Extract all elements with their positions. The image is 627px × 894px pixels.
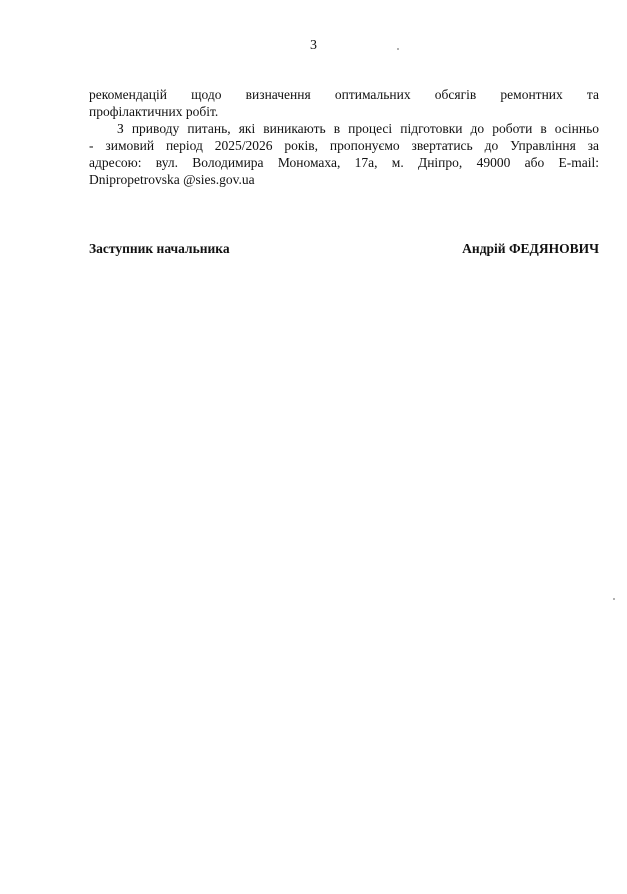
signatory-title: Заступник начальника (89, 241, 230, 256)
page-number: 3 (310, 38, 317, 53)
text-line: рекомендацій щодо визначення оптимальних обсягів ремонтних та (89, 87, 599, 102)
letter-body (89, 86, 599, 188)
text-line: - зимовий період 2025/2026 років, пропонуємо звертатись до Управління за (89, 138, 599, 153)
text-line: профілактичних робіт. (89, 104, 219, 119)
scan-speck (613, 598, 615, 600)
signatory-name: Андрій ФЕДЯНОВИЧ (462, 241, 599, 256)
text-line: З приводу питань, які виникають в процесі підготовки до роботи в осінньо (117, 121, 599, 136)
text-line: адресою: вул. Володимира Мономаха, 17а, м. Дніпро, 49000 або E-mail: (89, 155, 599, 170)
paragraph-recommendations (89, 86, 599, 120)
paragraph-contact (89, 120, 599, 188)
email-line: Dnipropetrovska @sies.gov.ua (89, 172, 255, 187)
scan-speck (397, 48, 399, 50)
